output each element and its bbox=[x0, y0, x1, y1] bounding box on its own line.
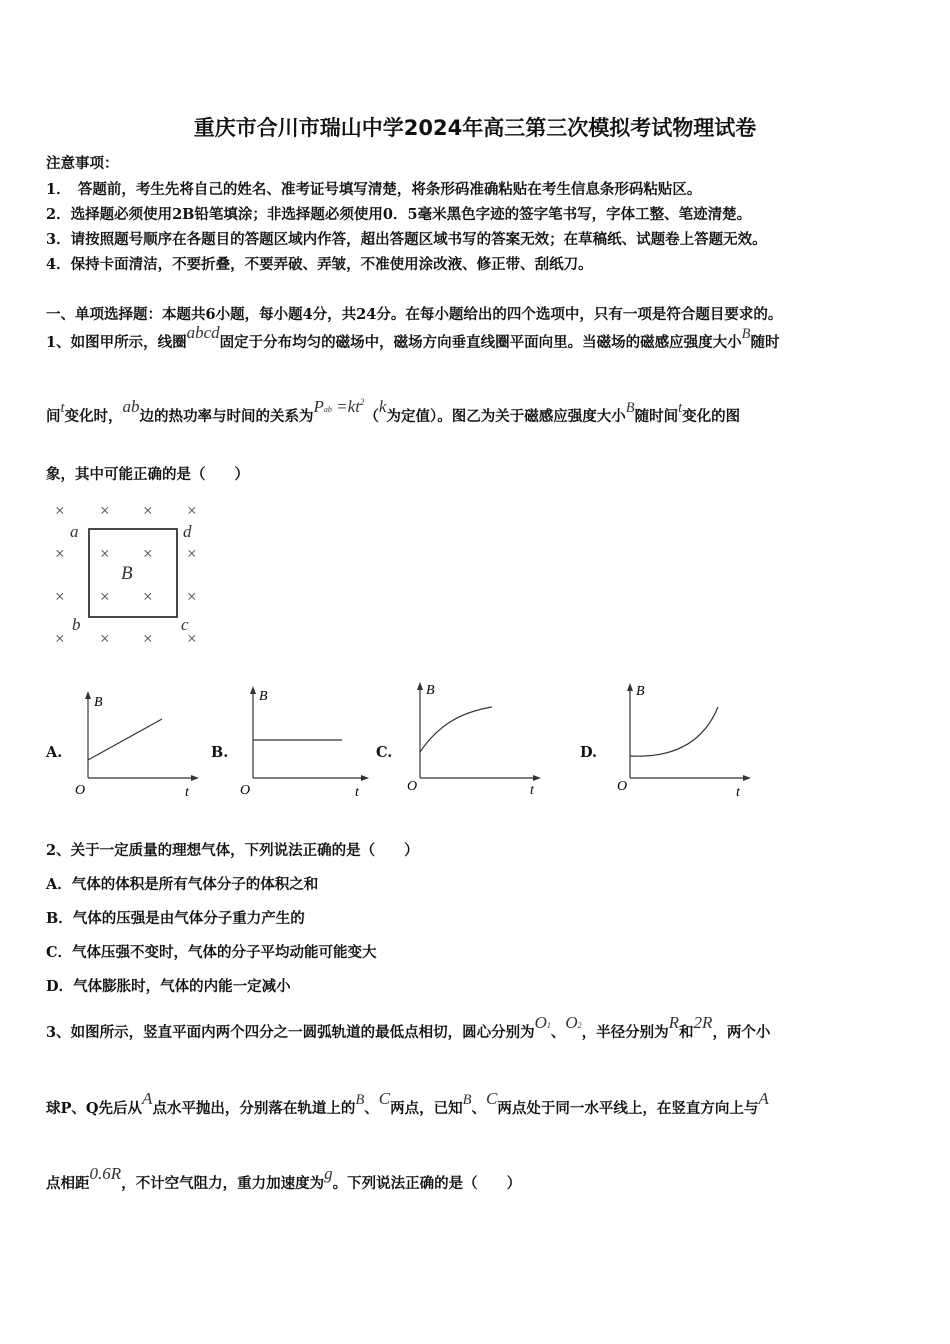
field-cross: × bbox=[55, 629, 65, 648]
field-cross: × bbox=[143, 544, 153, 563]
curve-linear bbox=[88, 719, 162, 760]
field-cross: × bbox=[187, 629, 197, 648]
question-3-line-1: 3、如图所示，竖直平面内两个四分之一圆弧轨道的最低点相切，圆心分别为O1、O2，半径分别为R和2R，两个小 bbox=[46, 1013, 771, 1041]
math-O1: O1 bbox=[534, 1013, 551, 1032]
math-O2: O2 bbox=[565, 1013, 582, 1032]
graph-option-D bbox=[614, 680, 754, 803]
field-cross: × bbox=[100, 587, 110, 606]
notice-item-3: 3．请按照题号顺序在各题目的答题区域内作答，超出答题区域书写的答案无效；在草稿纸、试题卷上答题无效。 bbox=[46, 231, 767, 248]
question-2-option-B: B．气体的压强是由气体分子重力产生的 bbox=[46, 910, 305, 927]
math-abcd: abcd bbox=[186, 323, 220, 342]
field-cross: × bbox=[55, 544, 65, 563]
question-3-line-3: 点相距0.6R，不计空气阻力，重力加速度为g。下列说法正确的是（ ） bbox=[46, 1164, 522, 1192]
field-cross: × bbox=[187, 544, 197, 563]
corner-label-d: d bbox=[183, 522, 192, 541]
curve-concave-down bbox=[420, 707, 492, 752]
field-cross: × bbox=[100, 629, 110, 648]
page-title: 重庆市合川市瑞山中学2024年高三第三次模拟考试物理试卷 bbox=[193, 116, 757, 140]
question-1-line-2: 间t变化时，ab边的热功率与时间的关系为Pab $=kt^2(k$为定值）。图乙为关于磁感应强度大小B随时间t变化的图 bbox=[46, 397, 741, 425]
curve-concave-up bbox=[630, 707, 718, 756]
graph-option-C bbox=[404, 676, 544, 803]
question-2-stem: 2、关于一定质量的理想气体，下列说法正确的是（ ） bbox=[46, 842, 419, 859]
field-cross: × bbox=[55, 587, 65, 606]
option-label-B: B. bbox=[211, 744, 229, 761]
question-2-option-C: C．气体压强不变时，气体的分子平均动能可能变大 bbox=[46, 944, 377, 961]
svg-text:B: B bbox=[259, 689, 268, 704]
field-cross: × bbox=[143, 501, 153, 520]
option-label-D: D. bbox=[580, 744, 598, 761]
question-2-option-A: A．气体的体积是所有气体分子的体积之和 bbox=[46, 876, 319, 893]
field-cross: × bbox=[187, 587, 197, 606]
field-cross: × bbox=[55, 501, 65, 520]
field-cross: × bbox=[100, 501, 110, 520]
field-cross: × bbox=[143, 629, 153, 648]
option-label-A: A. bbox=[46, 744, 63, 761]
svg-text:O: O bbox=[407, 779, 418, 794]
notice-heading: 注意事项： bbox=[46, 155, 119, 172]
svg-text:O: O bbox=[617, 779, 628, 794]
math-power-formula: Pab $=kt^2$ bbox=[313, 397, 365, 416]
notice-item-2: 2．选择题必须使用2B铅笔填涂；非选择题必须使用0．5毫米黑色字迹的签字笔书写，字体工整、笔迹清楚。 bbox=[46, 206, 752, 223]
svg-text:t: t bbox=[530, 783, 534, 798]
graph-option-B bbox=[237, 680, 372, 803]
field-cross: × bbox=[100, 544, 110, 563]
svg-text:B: B bbox=[426, 683, 435, 698]
svg-text:t: t bbox=[355, 785, 359, 800]
question-1-line-1: 1、如图甲所示，线圈abcd固定于分布均匀的磁场中，磁场方向垂直线圈平面向里。当磁场的磁感应强度大小B随时 bbox=[46, 323, 780, 351]
question-2-option-D: D．气体膨胀时，气体的内能一定减小 bbox=[46, 978, 291, 995]
svg-text:B: B bbox=[636, 684, 645, 699]
notice-item-1: 1． 答题前，考生先将自己的姓名、准考证号填写清楚，将条形码准确粘贴在考生信息条形码粘贴区。 bbox=[46, 181, 702, 198]
notice-item-4: 4．保持卡面清洁，不要折叠，不要弄破、弄皱，不准使用涂改液、修正带、刮纸刀。 bbox=[46, 256, 593, 273]
question-1-line-3: 象，其中可能正确的是（ ） bbox=[46, 466, 249, 483]
field-cross: × bbox=[187, 501, 197, 520]
question-3-line-2: 球P、Q先后从A点水平抛出，分别落在轨道上的B、C两点，已知B、C两点处于同一水平线上，在竖直方向上与A bbox=[46, 1089, 769, 1117]
coil-in-field-figure bbox=[50, 497, 210, 652]
field-cross: × bbox=[143, 587, 153, 606]
section-heading: 一、单项选择题：本题共6小题，每小题4分，共24分。在每小题给出的四个选项中，只有一项是符合题目要求的。 bbox=[46, 306, 783, 323]
svg-text:O: O bbox=[75, 783, 86, 798]
corner-label-a: a bbox=[70, 522, 79, 541]
option-label-C: C. bbox=[376, 744, 393, 761]
math-B: B bbox=[741, 326, 751, 342]
corner-label-c: c bbox=[181, 615, 189, 634]
svg-text:t: t bbox=[185, 785, 189, 800]
graph-option-A bbox=[70, 688, 200, 803]
svg-text:O: O bbox=[240, 783, 251, 798]
field-label-B: B bbox=[121, 563, 133, 584]
svg-text:B: B bbox=[94, 695, 103, 710]
corner-label-b: b bbox=[72, 615, 81, 634]
svg-text:t: t bbox=[736, 785, 740, 800]
